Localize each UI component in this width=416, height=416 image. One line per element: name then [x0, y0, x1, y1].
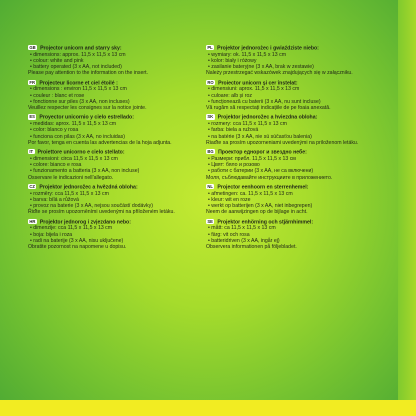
bullet-text: dimenzije: cca 11,5 x 11,5 x 13 cm — [33, 225, 113, 232]
bullet-marker: • — [208, 86, 212, 93]
language-code-badge: GB — [29, 45, 36, 50]
bullet-marker: • — [30, 92, 34, 99]
bullet-text: colour: white and pink — [33, 57, 84, 64]
language-code-badge: PL — [207, 45, 213, 50]
bullet-marker: • — [30, 203, 34, 210]
language-section-hr — [28, 219, 212, 251]
section-note: Osservare le indicazioni nell'allegato. — [28, 174, 114, 181]
left-column — [28, 45, 212, 253]
language-section-es — [28, 114, 212, 146]
bullet-marker: • — [208, 51, 212, 58]
section-heading — [28, 80, 212, 87]
language-section-se — [206, 219, 390, 251]
bullet-text: werkt op batterijen (3 x AA, niet inbegrepen) — [211, 203, 313, 210]
bullet-marker: • — [208, 168, 212, 175]
bullet-marker: • — [30, 127, 34, 134]
section-heading — [28, 114, 212, 121]
section-title: Proiettore unicorno e cielo stellato: — [37, 149, 125, 156]
bullet-marker: • — [30, 155, 34, 162]
section-heading — [206, 184, 390, 191]
bullet-text: funcționează cu baterii (3 x AA, nu sunt incluse) — [211, 98, 321, 105]
language-section-sk — [206, 114, 390, 146]
bullet-text: wymiary: ok. 11,5 x 11,5 x 13 cm — [211, 51, 287, 58]
section-title: Projector unicorn and starry sky: — [40, 45, 122, 52]
language-section-fr — [28, 80, 212, 112]
bullet-text: medidas: aprox. 11,5 x 11,5 x 13 cm — [33, 121, 117, 128]
bullet-text: färg: vit och rosa — [211, 231, 250, 238]
language-section-it — [28, 149, 212, 181]
bottom-yellow-band — [0, 400, 416, 416]
section-note: Vă rugăm să respectați indicațiile de pe foaia anexată. — [206, 105, 331, 112]
section-title: Projector eenhoorn en sterrenhemel: — [217, 184, 309, 191]
bullet-marker: • — [208, 162, 212, 169]
bullet-marker: • — [30, 196, 34, 203]
bullet-text: dimensiuni: aprox. 11,5 x 11,5 x 13 cm — [211, 86, 300, 93]
bullet-marker: • — [30, 51, 34, 58]
bullet-marker: • — [30, 86, 34, 93]
section-title: Proiector unicorn și cer înstelat: — [218, 80, 298, 87]
bullet-marker: • — [30, 64, 34, 71]
bullet-marker: • — [208, 64, 212, 71]
bullet-text: battery operated (3 x AA, not included) — [33, 64, 122, 71]
bullet-text: mått: ca 11,5 x 11,5 x 13 cm — [211, 225, 276, 232]
section-title: Projektor jednorožec a hvězdná obloha: — [39, 184, 138, 191]
bullet-text: kleur: wit en roze — [211, 196, 251, 203]
bullet-text: barva: bílá a růžová — [33, 196, 79, 203]
language-section-cz — [28, 184, 212, 216]
right-column — [206, 45, 390, 253]
bullet-text: dimensioni: circa 11,5 x 11,5 x 13 cm — [33, 155, 118, 162]
bullet-text: batteridriven (3 x AA, ingår ej) — [211, 237, 280, 244]
language-code-badge: ES — [29, 114, 35, 120]
bullet-marker: • — [208, 121, 212, 128]
language-code-badge: RO — [207, 79, 214, 85]
bullet-marker: • — [30, 225, 34, 232]
section-heading — [206, 114, 390, 121]
bullet-marker: • — [208, 57, 212, 64]
language-code-badge: FR — [29, 79, 35, 85]
bullet-text: couleur : blanc et rose — [33, 92, 85, 99]
section-title: Projektor enhörning och stjärnhimmel: — [217, 219, 314, 226]
language-code-badge: NL — [207, 183, 213, 189]
bullet-marker: • — [30, 231, 34, 238]
language-code-badge: SE — [207, 218, 213, 224]
bullet-marker: • — [30, 133, 34, 140]
bullet-marker: • — [208, 92, 212, 99]
bullet-text: color: blanco y rosa — [33, 127, 79, 134]
bullet-text: radi na baterije (3 x AA, nisu uključene) — [33, 237, 124, 244]
bullet-text: Цвят: бяло и розово — [211, 162, 260, 169]
section-note: Riaďte sa prosím upozorneniami uvedenými na priloženom letáku. — [206, 139, 359, 146]
section-title: Projektor jednorożec i gwiaździste niebo: — [217, 45, 319, 52]
bullet-marker: • — [208, 237, 212, 244]
language-section-nl — [206, 184, 390, 216]
section-heading — [206, 45, 390, 52]
section-heading — [28, 149, 212, 156]
section-title: Projecteur licorne et ciel étoilé : — [39, 80, 118, 87]
bullet-text: funzionamento a batteria (3 x AA, non incluse) — [33, 168, 140, 175]
bullet-marker: • — [208, 231, 212, 238]
bullet-text: rozmery: cca 11,5 x 11,5 x 13 cm — [211, 121, 287, 128]
bullet-text: afmetingen: ca. 11,5 x 11,5 x 13 cm — [211, 190, 293, 197]
section-heading — [206, 149, 390, 156]
section-heading — [28, 45, 212, 52]
section-title: Proyector unicornio y cielo estrellado: — [39, 114, 134, 121]
section-title: Projektor jednorog i zvjezdano nebo: — [39, 219, 131, 226]
language-code-badge: HR — [29, 218, 36, 224]
section-heading — [206, 80, 390, 87]
bullet-text: provoz na baterie (3 x AA, nejsou součástí dodávky) — [33, 203, 153, 210]
section-note: Řiďte se prosím upozorněními uvedenými na přiloženém letáku. — [28, 209, 175, 216]
section-note: Please pay attention to the information on the insert. — [28, 70, 148, 77]
bullet-text: kolor: biały i różowy — [211, 57, 257, 64]
bullet-marker: • — [208, 133, 212, 140]
language-code-badge: CZ — [29, 183, 35, 189]
language-section-bg — [206, 149, 390, 181]
section-note: Należy przestrzegać wskazówek znajdujących się w załączniku. — [206, 70, 353, 77]
bullet-text: dimensions: approx. 11,5 x 11,5 x 13 cm — [33, 51, 126, 58]
bullet-text: Размери: прибл. 11,5 x 11,5 x 13 см — [211, 155, 296, 162]
bullet-marker: • — [208, 98, 212, 105]
bullet-text: funciona con pilas (3 x AA, no incluidas) — [33, 133, 125, 140]
bullet-marker: • — [208, 225, 212, 232]
bullet-marker: • — [30, 57, 34, 64]
language-code-badge: BG — [207, 149, 214, 155]
bullet-marker: • — [30, 121, 34, 128]
language-section-pl — [206, 45, 390, 77]
bullet-marker: • — [30, 162, 34, 169]
bullet-text: boja: bijela i roza — [33, 231, 73, 238]
bullet-text: rozměry: cca 11,5 x 11,5 x 13 cm — [33, 190, 109, 197]
bullet-marker: • — [30, 237, 34, 244]
section-heading — [28, 184, 212, 191]
section-note: Neem de aanwijzingen op de bijlage in acht. — [206, 209, 308, 216]
section-note: Por favor, tenga en cuenta las advertencias de la hoja adjunta. — [28, 139, 172, 146]
bullet-text: fonctionne sur piles (3 x AA, non incluses) — [33, 98, 130, 105]
section-note: Моля, съблюдавайте инструкциите в приложението. — [206, 174, 333, 181]
bullet-marker: • — [208, 127, 212, 134]
section-heading — [28, 219, 212, 226]
bullet-text: na batérie (3 x AA, nie sú súčasťou balenia) — [211, 133, 312, 140]
bullet-marker: • — [30, 190, 34, 197]
bullet-text: zasilanie bateryjne (3 x AA, brak w zestawie) — [211, 64, 314, 71]
right-edge-band — [398, 0, 416, 416]
bullet-marker: • — [208, 190, 212, 197]
bullet-text: работи с батерии (3 x AA, не са включени) — [211, 168, 314, 175]
section-title: Projektor jednorožec a hviezdna obloha: — [217, 114, 318, 121]
language-code-badge: SK — [207, 114, 214, 120]
bullet-marker: • — [208, 203, 212, 210]
language-section-ro — [206, 80, 390, 112]
bullet-marker: • — [30, 168, 34, 175]
language-code-badge: IT — [29, 149, 34, 155]
bullet-marker: • — [208, 155, 212, 162]
section-note: Veuillez respecter les consignes sur la notice jointe. — [28, 105, 147, 112]
section-note: Obratite pozornost na napomene u dopisu. — [28, 244, 127, 251]
language-section-gb — [28, 45, 212, 77]
bullet-text: dimensions : environ 11,5 x 11,5 x 13 cm — [33, 86, 127, 93]
bullet-text: culoare: alb și roz — [211, 92, 252, 99]
bullet-marker: • — [208, 196, 212, 203]
bullet-text: colore: bianco e rosa — [33, 162, 82, 169]
section-title: Проектор еднорог и звездно небе: — [218, 149, 307, 156]
bullet-marker: • — [30, 98, 34, 105]
section-note: Observera informationen på följebladet. — [206, 244, 297, 251]
bullet-text: farba: biela a ružová — [211, 127, 259, 134]
